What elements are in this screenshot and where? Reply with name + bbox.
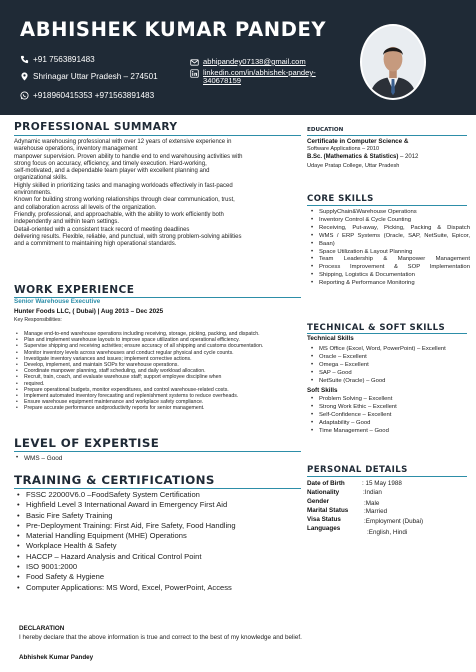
list-item: • Problem Solving – Excellent <box>307 396 472 404</box>
list-item: • WMS – Good <box>14 455 304 462</box>
list-item: • Implement automated inventory forecasting and replenishment systems to reduce overheads. <box>14 393 304 399</box>
list-item: • MS Office (Excel, Word, PowerPoint) – Excellent <box>307 346 472 354</box>
languages-value: :English, Hindi <box>367 529 408 536</box>
gender-label: Gender <box>307 498 330 505</box>
education-degree2: B.Sc. (Mathematics & Statistics) <box>307 154 399 160</box>
education-degree2-year: – 2012 <box>398 154 419 160</box>
email-icon <box>190 58 199 67</box>
list-item: • Space Utilization & Layout Planning <box>307 249 470 257</box>
summary-line: Adynamic warehousing professional with over 12 years of extensive experience in <box>14 139 232 145</box>
list-item: • Supervise shipping and receiving activities; ensure accuracy of all shipping and customs documentation. <box>14 343 304 349</box>
list-item: • Ensure warehouse equipment maintenance and workplace safety compliance. <box>14 399 304 405</box>
dob-value: : 15 May 1988 <box>362 480 402 487</box>
soft-skills-list <box>307 396 472 436</box>
list-item: • Material Handling Equipment (MHE) Operations <box>14 531 304 541</box>
education-degree2-row <box>307 154 418 161</box>
marital-value: :Married <box>364 508 388 515</box>
personal-divider <box>307 476 467 477</box>
personal-title: PERSONAL DETAILS <box>307 465 408 475</box>
whatsapp-icon <box>20 91 29 100</box>
list-item: • Omega – Excellent <box>307 362 472 370</box>
summary-line: Known for building strong working relationships through clear communication, trust, <box>14 197 235 204</box>
summary-line: and a commitment to maintaining high operational standards. <box>14 241 177 248</box>
responsibilities-list <box>14 331 304 412</box>
header-banner <box>0 0 476 115</box>
nationality-value: :Indian <box>363 489 382 496</box>
list-item: • Strong Work Ethic – Excellent <box>307 404 472 412</box>
summary-divider <box>14 135 301 136</box>
phone-number[interactable]: +91 7563891483 <box>33 55 95 64</box>
list-item: • Monitor inventory levels across warehouses and conduct regular physical and cycle counts. <box>14 350 304 356</box>
list-item-text: Baan) <box>319 240 335 247</box>
education-college: Udaye Pratap College, Uttar Pradesh <box>307 163 400 169</box>
expertise-title: LEVEL OF EXPERTISE <box>14 436 160 450</box>
responsibilities-label: Key Responsibilities: <box>14 317 62 323</box>
gender-value: :Male <box>364 500 380 507</box>
core-skills-title: CORE SKILLS <box>307 194 374 204</box>
summary-line: organizational skills. <box>14 175 68 182</box>
list-item: • Investigate inventory variances and issues; implement corrective actions. <box>14 356 304 362</box>
list-item: • Workplace Health & Safety <box>14 541 304 551</box>
linkedin-link[interactable]: linkedin.com/in/abhishek-pandey- <box>203 68 316 77</box>
training-title: TRAINING & CERTIFICATIONS <box>14 473 215 487</box>
education-degree1: Certificate in Computer Science & <box>307 138 409 145</box>
summary-line: independently and within team settings. <box>14 219 120 226</box>
summary-line: and collaboration across all levels of the organization. <box>14 204 157 211</box>
expertise-divider <box>14 451 301 452</box>
list-item: • Plan and implement warehouse layouts to improve space utilization and operational efficiency. <box>14 337 304 343</box>
list-item: • SAP – Good <box>307 370 472 378</box>
list-item: • ISO 9001:2000 <box>14 562 304 572</box>
summary-text <box>14 139 304 248</box>
location-text: Shrinagar Uttar Pradesh – 274501 <box>33 72 158 81</box>
languages-label: Languages <box>307 525 341 532</box>
education-divider <box>307 135 467 136</box>
whatsapp-numbers[interactable]: +918960415353 +971563891483 <box>33 91 155 100</box>
job-company: Hunter Foods LLC, ( Dubai) | Aug 2013 – Dec 2025 <box>14 308 164 315</box>
list-item: • FSSC 22000V6.0 –FoodSafety System Certification <box>14 490 304 500</box>
phone-row <box>20 55 95 64</box>
list-item: • HACCP – Hazard Analysis and Critical Control Point <box>14 552 304 562</box>
list-item: • Develop, implement, and maintain SOPs for warehouse operations. <box>14 362 304 368</box>
candidate-name: ABHISHEK KUMAR PANDEY <box>20 18 327 41</box>
summary-line: strong focus on accuracy, efficiency, and timely execution. Hard-working, <box>14 160 207 167</box>
list-item: • NetSuite (Oracle) – Good <box>307 378 472 386</box>
expertise-list <box>14 455 304 462</box>
tech-skills-title: TECHNICAL & SOFT SKILLS <box>307 323 446 333</box>
list-item: • Self-Confidence – Excellent <box>307 412 472 420</box>
list-item: • Pre-Deployment Training: First Aid, Fire Safety, Food Handling <box>14 521 304 531</box>
declaration-text: I hereby declare that the above information is true and correct to the best of my knowledge and belief. <box>19 634 302 641</box>
list-item: • Computer Applications: MS Word, Excel, PowerPoint, Access <box>14 583 304 593</box>
summary-line: warehouse operations, inventory management <box>14 146 138 153</box>
linkedin-row <box>190 69 316 85</box>
list-item: • Food Safety & Hygiene <box>14 572 304 582</box>
technical-skills-list <box>307 346 472 386</box>
list-item: • Inventory Control & Cycle Counting <box>307 217 470 225</box>
list-item: • Recruit, train, coach, and evaluate warehouse staff; support employee discipline when <box>14 374 304 380</box>
core-skills-divider <box>307 205 467 206</box>
summary-line: Detail-oriented with a consistent track record of meeting deadlines <box>14 226 190 233</box>
experience-title: WORK EXPERIENCE <box>14 284 135 296</box>
summary-line: manpower supervision. Proven ability to handle end to end warehousing activities with <box>14 153 243 160</box>
list-item: • Prepare accurate performance andproductivity reports for senior management. <box>14 405 304 411</box>
list-item-text: required. <box>24 380 45 387</box>
list-item: • Process Improvement & SOP Implementation <box>307 264 470 272</box>
job-role: Senior Warehouse Executive <box>14 298 101 305</box>
linkedin-link-cont[interactable]: 340678159 <box>203 76 242 85</box>
marital-label: Marital Status <box>307 507 349 514</box>
summary-line: delivering results. Flexible, reliable, and punctual, with strong problem-solving abilities <box>14 233 242 240</box>
technical-label: Technical Skills <box>307 335 354 342</box>
list-item: • Shipping, Logistics & Documentation <box>307 272 470 280</box>
list-item: • Coordinate manpower planning, staff scheduling, and daily workload allocation. <box>14 368 304 374</box>
list-item: • SupplyChain&Warehouse Operations <box>307 209 470 217</box>
list-item-continued <box>307 241 470 249</box>
summary-line: environments. <box>14 190 52 197</box>
location-row <box>20 72 158 81</box>
email-row <box>190 58 306 67</box>
location-pin-icon <box>20 72 29 81</box>
list-item: • Adaptability – Good <box>307 420 472 428</box>
core-skills-list <box>307 209 470 288</box>
list-item: • Reporting & Performance Monitoring <box>307 280 470 288</box>
list-item: • WMS / ERP Systems (Oracle, SAP, NetSuite, Epicor, <box>307 233 470 241</box>
list-item: • Highfield Level 3 International Award in Emergency First Aid <box>14 500 304 510</box>
list-item: • Prepare operational budgets, monitor expenditures, and control warehouse-related costs. <box>14 387 304 393</box>
profile-photo <box>360 24 426 100</box>
summary-line: Highly skilled in prioritizing tasks and managing workloads effectively in fast-paced <box>14 182 233 189</box>
education-degree1-sub: Software Applications – 2010 <box>307 146 380 152</box>
list-item: • Oracle – Excellent <box>307 354 472 362</box>
list-item: • Manage end-to-end warehouse operations including receiving, storage, picking, packing, and dispatch. <box>14 331 304 337</box>
list-item: • Time Management – Good <box>307 428 472 436</box>
signature-name: Abhishek Kumar Pandey <box>19 654 94 661</box>
visa-label: Visa Status <box>307 516 341 523</box>
dob-label: Date of Birth <box>307 480 345 487</box>
soft-label: Soft Skills <box>307 387 338 394</box>
list-item: • Receiving, Put-away, Picking, Packing & Dispatch <box>307 225 470 233</box>
education-title: EDUCATION <box>307 127 344 133</box>
email-link[interactable]: abhipandey07138@gmail.com <box>203 57 306 66</box>
list-item: • Team Leadership & Manpower Management <box>307 256 470 264</box>
nationality-label: Nationality <box>307 489 340 496</box>
summary-title: PROFESSIONAL SUMMARY <box>14 121 178 133</box>
summary-line: self-motivated, and a dependable team player with excellent planning and <box>14 168 210 175</box>
list-item: • Basic Fire Safety Training <box>14 511 304 521</box>
whatsapp-row <box>20 91 154 100</box>
linkedin-icon <box>190 69 199 78</box>
summary-line: Friendly, professional, and approachable, with the ability to work efficiently both <box>14 211 224 218</box>
phone-icon <box>20 55 29 64</box>
declaration-title: DECLARATION <box>19 625 65 632</box>
training-list <box>14 490 304 593</box>
visa-value: :Employment (Dubai) <box>364 518 424 525</box>
